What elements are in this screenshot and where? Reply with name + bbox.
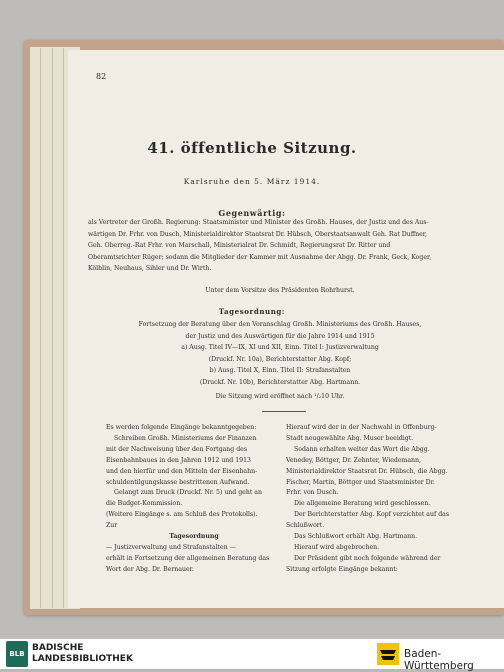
agenda-heading: Tagesordnung: bbox=[218, 307, 286, 316]
left-line: erhält in Fortsetzung der allgemeinen Beratung das bbox=[106, 554, 270, 562]
left-line: Gelangt zum Druck (Druckf. Nr. 5) und geht an bbox=[114, 489, 262, 497]
right-column bbox=[286, 423, 464, 576]
agenda-line: Fortsetzung der Beratung über den Voranschlag Großh. Ministeriums des Großh. Hauses, bbox=[138, 321, 422, 328]
right-line: Ministerialdirektor Staatsrat Dr. Hübsch, die Abgg. bbox=[286, 467, 448, 475]
section-divider bbox=[262, 411, 306, 412]
left-line: Wort der Abg. Dr. Bernauer. bbox=[106, 565, 194, 573]
session-title: 41. öffentliche Sitzung. bbox=[147, 139, 357, 157]
agenda-line: der Justiz und des Auswärtigen für die Jahre 1914 und 1915 bbox=[185, 332, 375, 340]
library-name-line2: LANDESBIBLIOTHEK bbox=[32, 654, 133, 664]
left-line: und den hierfür und den Mitteln der Eisenbahn- bbox=[106, 467, 258, 475]
left-line: Schreiben Großh. Ministeriums der Finanzen bbox=[114, 434, 257, 442]
right-line: Die allgemeine Beratung wird geschlossen. bbox=[294, 500, 431, 508]
page-number: 82 bbox=[96, 72, 107, 81]
left-line: Zur bbox=[106, 522, 118, 530]
present-line: als Vertreter der Großh. Regierung: Staatsminister und Minister des Großh. Hauses, der Justiz und des Aus- bbox=[88, 219, 429, 226]
left-line: (Weitere Eingänge s. am Schluß des Protokolls). bbox=[106, 511, 258, 519]
agenda-line: (Druckf. Nr. 10a), Berichterstatter Abg. Kopf; bbox=[208, 355, 352, 363]
left-line: die Budget-Kommission. bbox=[106, 500, 183, 508]
page-edge-line bbox=[40, 48, 41, 608]
agenda-line: b) Ausg. Titel X, Einn. Titel II: Strafanstalten bbox=[209, 367, 351, 374]
page-edge-line bbox=[63, 48, 64, 608]
right-line: Schlußwort. bbox=[286, 522, 325, 530]
right-line: Sodann erhalten weiter das Wort die Abgg. bbox=[294, 445, 430, 453]
library-name[interactable] bbox=[32, 643, 133, 665]
right-line: Hierauf wird abgebrochen. bbox=[294, 543, 380, 551]
left-line: Es werden folgende Eingänge bekanntgegeben: bbox=[106, 424, 257, 431]
session-dateline: Karlsruhe den 5. März 1914. bbox=[183, 177, 321, 186]
left-column bbox=[106, 423, 282, 576]
library-name-line1: BADISCHE bbox=[32, 643, 84, 653]
present-paragraph bbox=[88, 217, 472, 275]
right-line: Fischer, Martin, Böttger und Staatsminister Dr. bbox=[286, 478, 435, 486]
blb-logo-icon[interactable]: BLB bbox=[6, 641, 28, 667]
right-line: Sitzung erfolgte Eingänge bekannt: bbox=[286, 565, 398, 573]
right-line: Hierauf wird der in der Nachwahl in Offenburg- bbox=[286, 424, 437, 431]
present-line: Oberamtsrichter Rüger; sodann die Mitglieder der Kammer mit Ausnahme der Abgg. Dr. Frank, Geck, Koger, bbox=[88, 253, 432, 261]
present-line: wärtigen Dr. Frhr. von Dusch, Ministerialdirektor Staatsrat Dr. Hübsch, Oberstaatsanwalt Geh. Rat Duffner, bbox=[88, 230, 428, 238]
state-name[interactable]: Baden-Württemberg bbox=[404, 648, 474, 672]
left-line: schuldentilgungskasse bestrittenen Aufwand. bbox=[106, 478, 250, 486]
present-line: Geh. Oberreg.-Rat Frhr. von Marschall, Ministerialrat Dr. Schmidt, Regierungsrat Dr. Ritter und bbox=[88, 242, 391, 249]
left-line: Eisenbahnbaues in den Jahren 1912 und 1913 bbox=[106, 456, 251, 464]
left-line: Tagesordnung bbox=[169, 533, 219, 541]
right-line: Das Schlußwort erhält Abg. Hartmann. bbox=[294, 533, 418, 541]
present-line: Kölblin, Neuhaus, Sihler und Dr. Wirth. bbox=[88, 265, 212, 272]
right-line: Stadt neugewählte Abg. Muser beeidigt. bbox=[286, 434, 414, 442]
right-line: Der Berichterstatter Abg. Kopf verzichtet auf das bbox=[294, 511, 450, 519]
president-line: Unter dem Vorsitze des Präsidenten Rohrhurst. bbox=[205, 287, 355, 294]
agenda-paragraph bbox=[110, 319, 450, 388]
baden-wuerttemberg-crest-icon[interactable] bbox=[376, 642, 400, 666]
opening-line: Die Sitzung wird eröffnet nach ¹/₂10 Uhr. bbox=[215, 393, 345, 400]
right-line: Venedey, Böttger, Dr. Zehnter, Wiedemann, bbox=[286, 456, 421, 464]
present-heading: Gegenwärtig: bbox=[218, 208, 286, 218]
left-line: mit der Nachweisung über den Fortgang des bbox=[106, 445, 248, 453]
left-line: — Justizverwaltung und Strafanstalten — bbox=[106, 543, 236, 551]
agenda-line: (Druckf. Nr. 10b), Berichterstatter Abg. Hartmann. bbox=[199, 378, 361, 386]
right-line: Frhr. von Dusch. bbox=[286, 489, 339, 497]
agenda-line: a) Ausg. Titel IV—IX, XI und XII, Einn. Titel I: Justizverwaltung bbox=[181, 344, 379, 351]
right-line: Der Präsident gibt noch folgende während der bbox=[294, 554, 441, 562]
page-edge-line bbox=[52, 48, 53, 608]
